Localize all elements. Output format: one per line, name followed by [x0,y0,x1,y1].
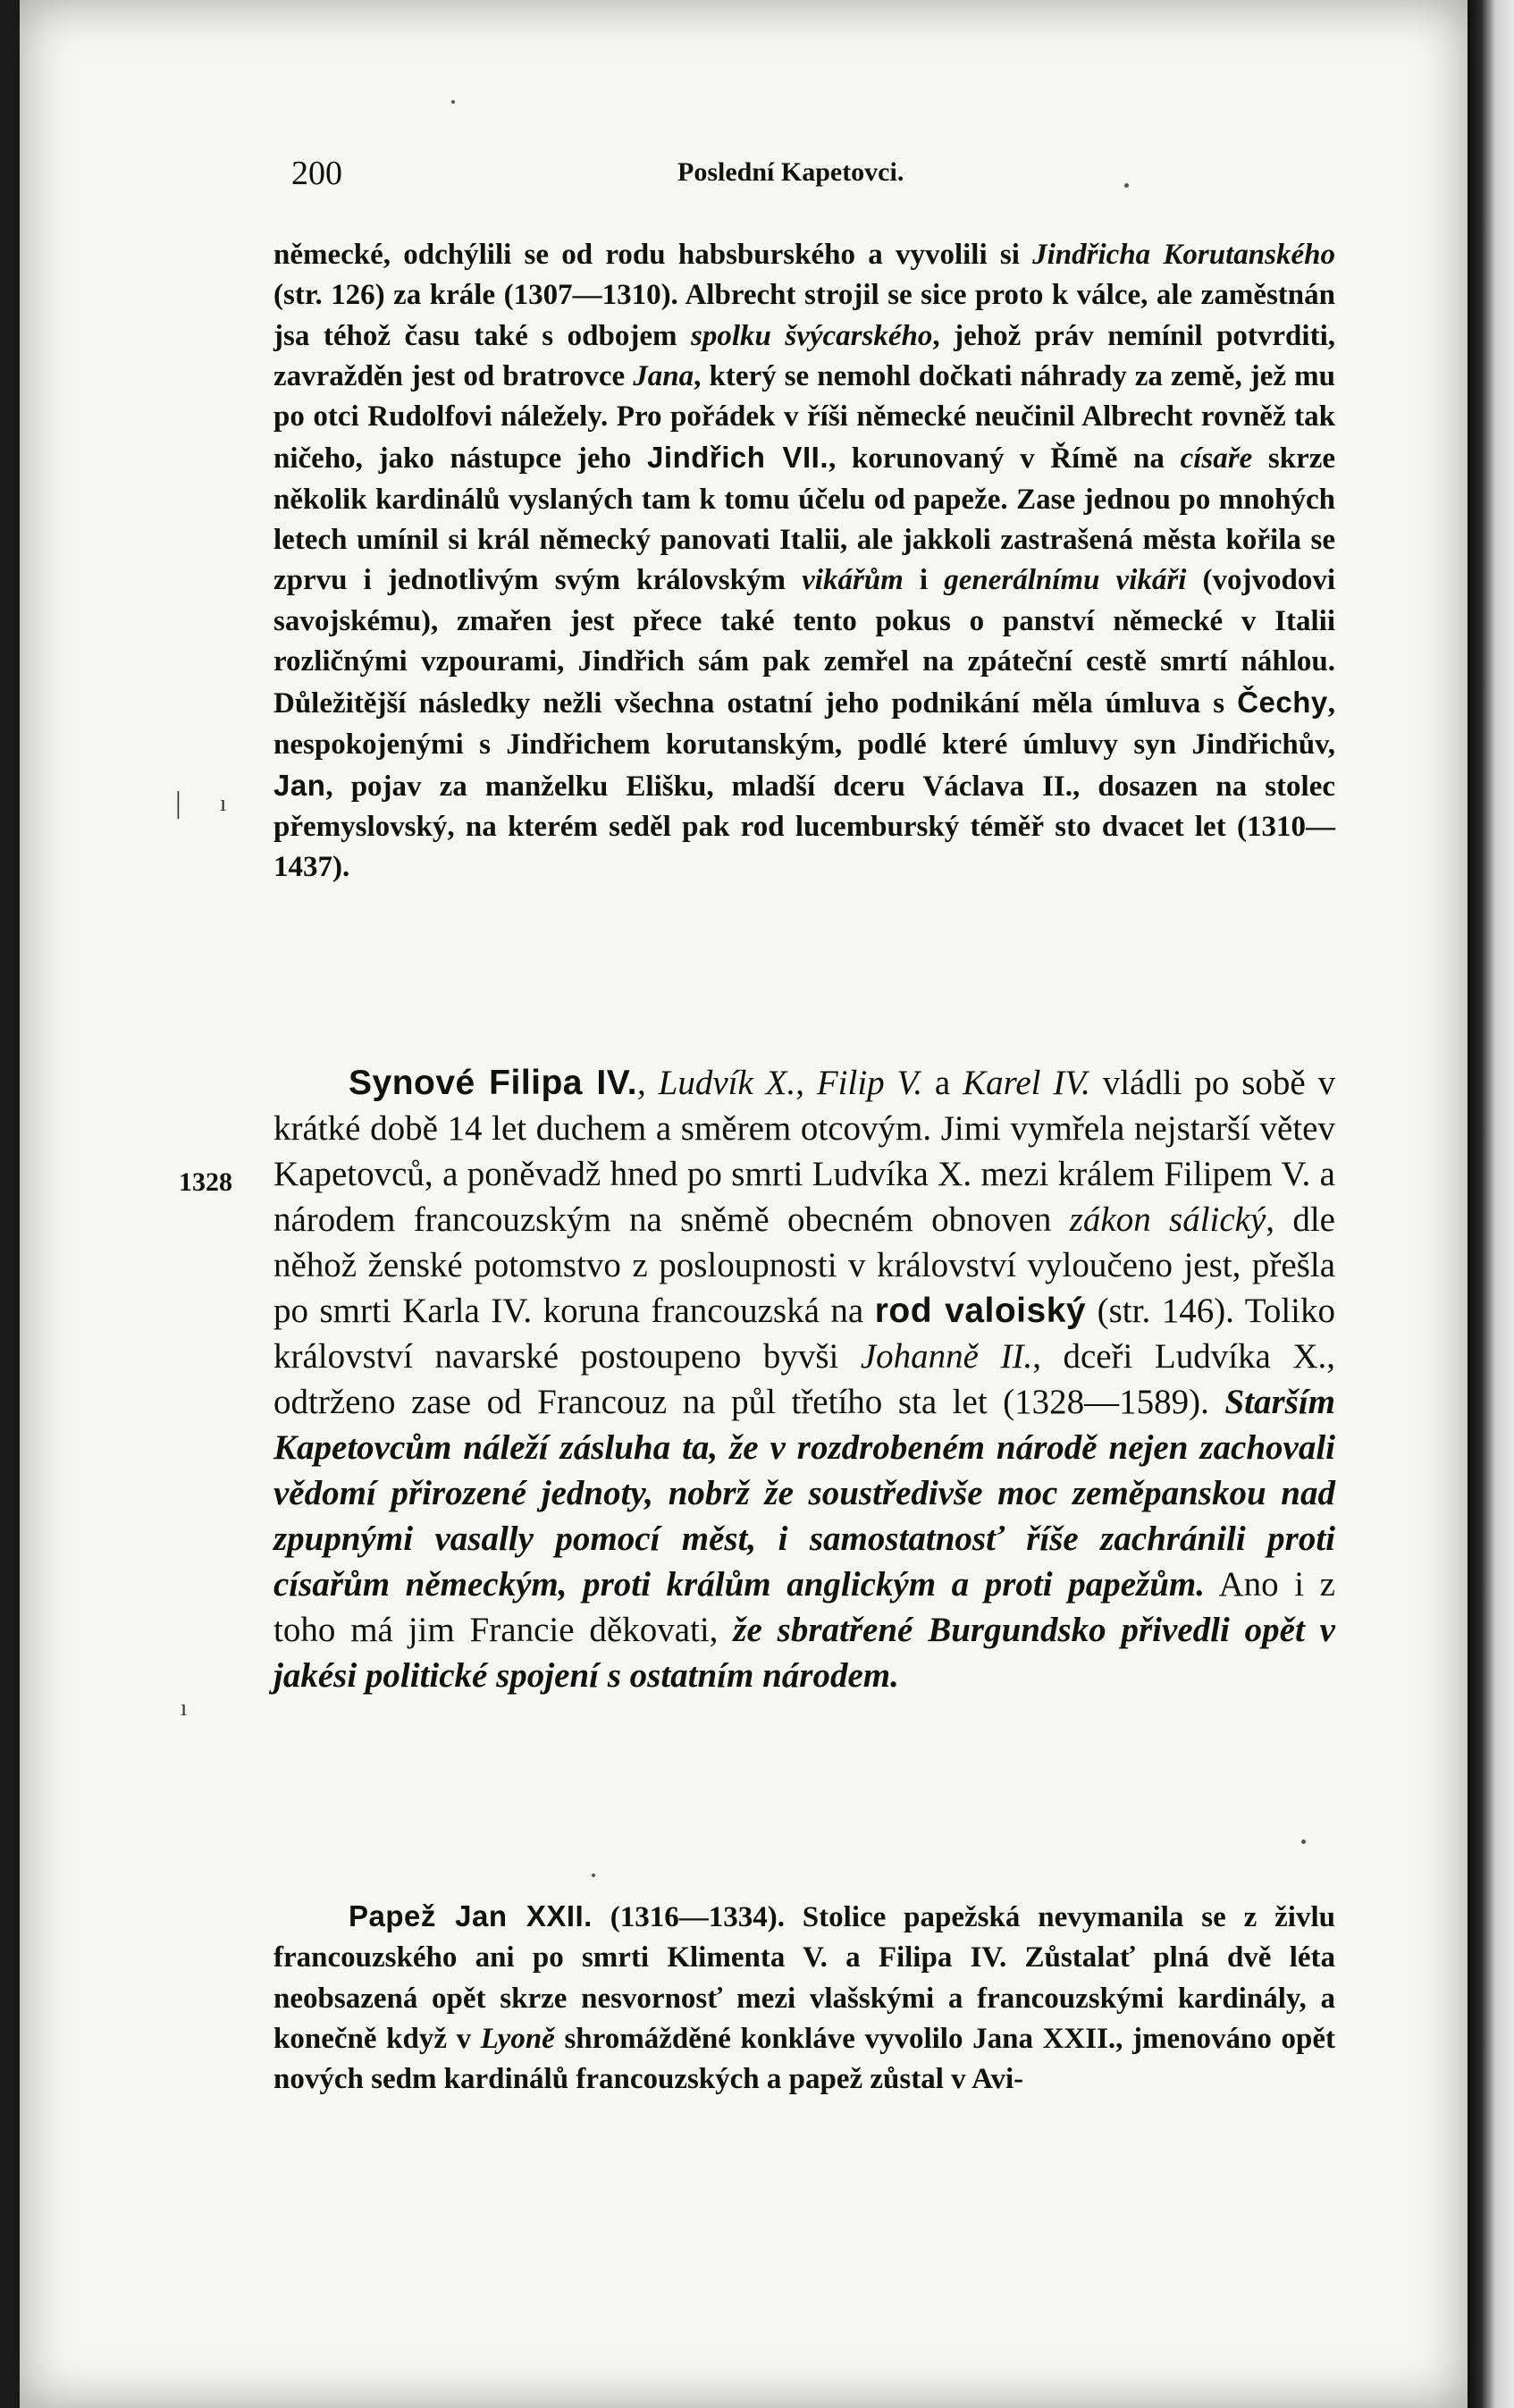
running-title: Poslední Kapetovci. [677,157,904,187]
running-head [291,154,1360,198]
paragraph-2 [273,1060,1335,1698]
italic-term: Ludvík X. [658,1064,796,1102]
stray-mark: ı [220,790,227,816]
text-run: (str. 126) za krále (1307—1310). Albrecht strojil se sice proto k válce, ale zaměstnán jsa téhož času také s odbojem [273,279,1335,352]
italic-term: císaře [1180,442,1253,476]
stray-mark: ı [181,1695,188,1721]
text-run: (1316—1334). Stolice papežská nevymanila se z živlu francouzského ani po smrti Klimenta V. a Filipa IV. Zůstalať plná dvě léta neobsazená opět skrze nesvornosť mezi vlašskými a francouzskými kardinály, a konečně když v [273,1901,1335,2055]
page-number: 200 [291,155,342,192]
spaced-name: rod valoiský [874,1292,1087,1330]
emphasis-sentence: Starším Kapetovcům náleží zásluha ta, že v rozdrobeném národě nejen zachovali vědomí přirozené jednoty, nobrž že soustředivše moc zeměpanskou nad zpupnými vasally pomocí měst, i samostatnosť říše zachránili proti císařům německým, proti králům anglickým a proti papežům. [273,1383,1335,1604]
text-run: , pojav za manželku Elišku, mladší dceru Václava II., dosazen na stolec přemyslovský, na kterém seděl pak rod lucemburský téměř sto dvacet let (1310—1437). [273,770,1335,884]
text-run: i [903,564,945,597]
italic-term: Jana [633,359,694,392]
italic-term: Jindřicha Korutanského [1032,239,1335,271]
speck [451,100,455,104]
text-run: , [795,1064,817,1102]
spaced-name: Synové Filipa IV. [349,1064,638,1102]
text-run: Ano i z toho má jim Francie děkovati, [273,1565,1335,1649]
speck [1301,1840,1306,1844]
text-run: , jehož práv nemínil potvrditi, zavražděn jest od bratrovce [273,319,1335,392]
text-run: , dle něhož ženské potomstvo z posloupnosti v království vyloučeno jest, přešla po smrti Karla IV. koruna francouzská na [273,1200,1335,1330]
speck [1124,183,1129,188]
text-run: shromážděné konkláve vyvolilo Jana XXII., jmenováno opět nových sedm kardinálů francouzských a papež zůstal v Avi- [273,2022,1335,2096]
text-run: skrze několik kardinálů vyslaných tam k tomu účelu od papeže. Zase jednou po mnohých letech umínil si král německý panovati Italii, ale jakkoli zastrašená města kořila se zprvu i jednotlivým svým královským [273,442,1336,597]
text-run: a [922,1064,963,1102]
text-run: , který se nemohl dočkati náhrady za země, jež mu po otci Rudolfovi náležely. Pro pořádek v říši německé neučinil Albrecht rovněž tak ničeho, jako nástupce jeho [273,359,1335,476]
stray-mark: | [175,787,181,820]
italic-term: zákon sálický [1069,1200,1266,1239]
spaced-name: Papež Jan XXII. [349,1899,593,1932]
italic-term: vikářům [802,564,904,597]
text-run: , dceři Ludvíka X., odtrženo zase od Francouz na půl třetího sta let (1328—1589). [273,1337,1335,1421]
paragraph-3 [273,1896,1335,2100]
spaced-name: Čechy [1237,686,1328,720]
text-run: , [637,1064,659,1102]
italic-term: Filip V. [816,1064,923,1102]
margin-year: 1328 [179,1167,232,1197]
text-run: (str. 146). Toliko království navarské postoupeno byvši [273,1292,1336,1376]
text-run: (vojvodovi savojskému), zmařen jest přece také tento pokus o panství německé v Italii rozličnými vzpourami, Jindřich sám pak zemřel na zpáteční cestě smrtí náhlou. Důležitější následky nežli všechna ostatní jeho podnikání měla úmluva s [273,564,1336,720]
speck [592,1873,595,1877]
italic-term: Lyoně [480,2022,555,2055]
text-run: , korunovaný v Římě na [828,442,1181,476]
italic-term: Johanně II. [860,1337,1033,1376]
italic-term: spolku švýcarského [690,319,933,352]
emphasis-sentence: že sbratřené Burgundsko přivedli opět v jakési politické spojení s ostatním národem. [273,1611,1335,1695]
text-run: vládli po sobě v krátké době 14 let duchem a směrem otcovým. Jimi vymřela nejstarší větev Kapetovců, a poněvadž hned po smrti Ludvíka X. mezi králem Filipem V. a národem francouzským na sněmě obecném obnoven [273,1064,1336,1239]
italic-term: generálnímu vikáři [944,564,1187,597]
spaced-name: Jan [273,768,326,802]
spaced-name: Jindřich VII. [647,441,828,475]
text-run: německé, odchýlili se od rodu habsburského a vyvolili si [273,239,1033,271]
book-edge [1468,0,1514,2408]
italic-term: Karel IV. [963,1064,1090,1102]
text-run: , nespokojenými s Jindřichem korutanským, podlé které úmluvy syn Jindřichův, [273,687,1335,761]
paragraph-1 [273,235,1335,888]
